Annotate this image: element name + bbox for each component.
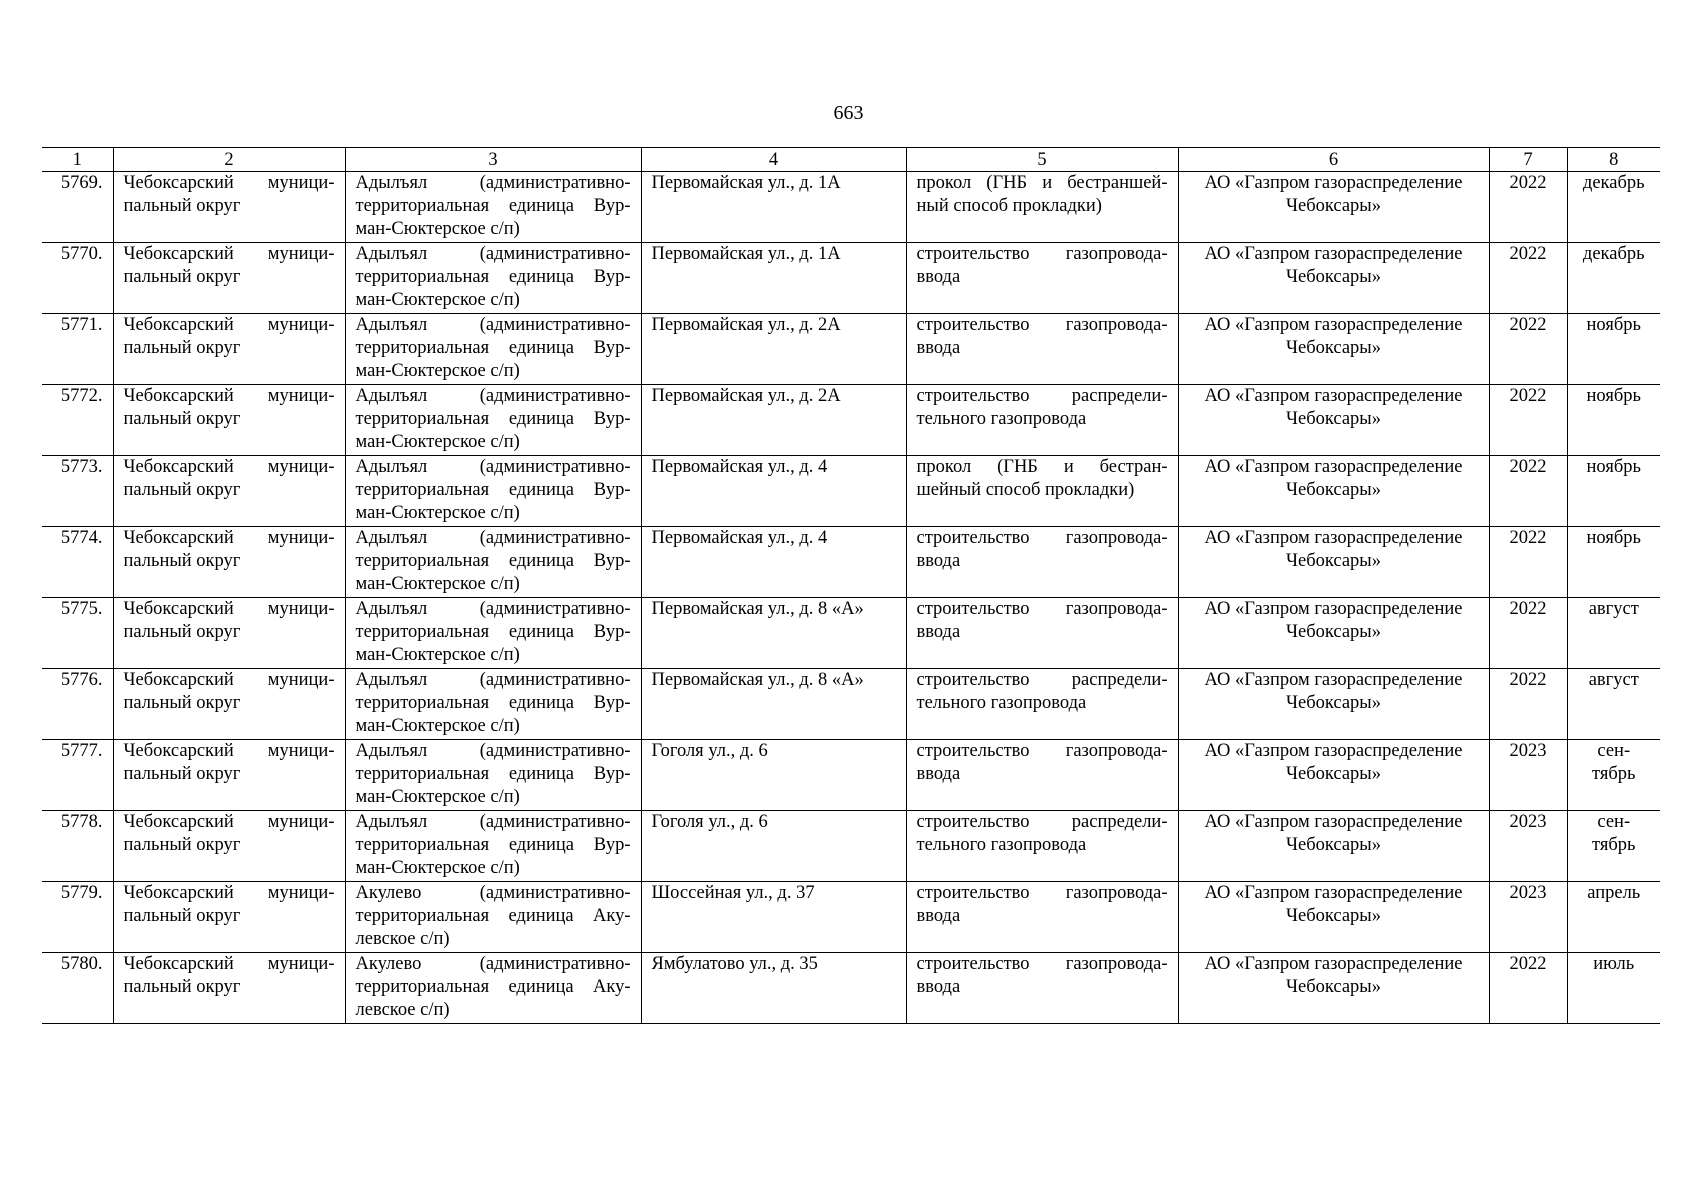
month-cell: сен-тябрь <box>1567 740 1660 811</box>
year-cell: 2022 <box>1489 314 1567 385</box>
district-cell: Чебоксарский муници-пальный округ <box>113 314 345 385</box>
row-number: 5769. <box>42 172 113 243</box>
organization-cell: АО «Газпром газораспределение Чебоксары» <box>1178 811 1489 882</box>
address-cell: Ямбулатово ул., д. 35 <box>641 953 906 1024</box>
locality-cell: Адылъял (административно-территориальная единица Вур-ман-Сюктерское с/п) <box>345 740 641 811</box>
locality-cell: Акулево (административно-территориальная единица Аку-левское с/п) <box>345 882 641 953</box>
district-cell: Чебоксарский муници-пальный округ <box>113 882 345 953</box>
table-row <box>42 314 1660 385</box>
table-row <box>42 669 1660 740</box>
address-cell: Гоголя ул., д. 6 <box>641 811 906 882</box>
work-type-cell: прокол (ГНБ и бестраншей-ный способ прокладки) <box>906 172 1178 243</box>
district-cell: Чебоксарский муници-пальный округ <box>113 811 345 882</box>
address-cell: Шоссейная ул., д. 37 <box>641 882 906 953</box>
organization-cell: АО «Газпром газораспределение Чебоксары» <box>1178 527 1489 598</box>
organization-cell: АО «Газпром газораспределение Чебоксары» <box>1178 882 1489 953</box>
work-type-cell: строительство газопровода-ввода <box>906 527 1178 598</box>
year-cell: 2023 <box>1489 811 1567 882</box>
year-cell: 2022 <box>1489 456 1567 527</box>
month-cell: декабрь <box>1567 243 1660 314</box>
district-cell: Чебоксарский муници-пальный округ <box>113 172 345 243</box>
locality-cell: Адылъял (административно-территориальная единица Вур-ман-Сюктерское с/п) <box>345 314 641 385</box>
work-type-cell: строительство газопровода-ввода <box>906 598 1178 669</box>
header-cell: 4 <box>641 148 906 172</box>
row-number: 5771. <box>42 314 113 385</box>
row-number: 5772. <box>42 385 113 456</box>
address-cell: Первомайская ул., д. 4 <box>641 527 906 598</box>
locality-cell: Адылъял (административно-территориальная единица Вур-ман-Сюктерское с/п) <box>345 243 641 314</box>
locality-cell: Адылъял (административно-территориальная единица Вур-ман-Сюктерское с/п) <box>345 385 641 456</box>
month-cell: декабрь <box>1567 172 1660 243</box>
locality-cell: Адылъял (административно-территориальная единица Вур-ман-Сюктерское с/п) <box>345 172 641 243</box>
row-number: 5776. <box>42 669 113 740</box>
table-row <box>42 385 1660 456</box>
district-cell: Чебоксарский муници-пальный округ <box>113 243 345 314</box>
row-number: 5778. <box>42 811 113 882</box>
district-cell: Чебоксарский муници-пальный округ <box>113 669 345 740</box>
year-cell: 2022 <box>1489 243 1567 314</box>
year-cell: 2023 <box>1489 882 1567 953</box>
organization-cell: АО «Газпром газораспределение Чебоксары» <box>1178 669 1489 740</box>
page-number: 663 <box>833 102 864 124</box>
address-cell: Первомайская ул., д. 8 «А» <box>641 669 906 740</box>
district-cell: Чебоксарский муници-пальный округ <box>113 385 345 456</box>
work-type-cell: строительство распредели-тельного газопровода <box>906 669 1178 740</box>
year-cell: 2022 <box>1489 527 1567 598</box>
header-cell: 6 <box>1178 148 1489 172</box>
header-row <box>42 148 1660 172</box>
organization-cell: АО «Газпром газораспределение Чебоксары» <box>1178 385 1489 456</box>
row-number: 5780. <box>42 953 113 1024</box>
work-type-cell: строительство газопровода-ввода <box>906 243 1178 314</box>
locality-cell: Адылъял (административно-территориальная единица Вур-ман-Сюктерское с/п) <box>345 669 641 740</box>
header-cell: 3 <box>345 148 641 172</box>
month-cell: сен-тябрь <box>1567 811 1660 882</box>
address-cell: Первомайская ул., д. 1А <box>641 243 906 314</box>
month-cell: ноябрь <box>1567 314 1660 385</box>
table-row <box>42 953 1660 1024</box>
district-cell: Чебоксарский муници-пальный округ <box>113 598 345 669</box>
table-row <box>42 598 1660 669</box>
table-row <box>42 243 1660 314</box>
work-type-cell: строительство распредели-тельного газопровода <box>906 811 1178 882</box>
district-cell: Чебоксарский муници-пальный округ <box>113 953 345 1024</box>
month-cell: август <box>1567 669 1660 740</box>
row-number: 5774. <box>42 527 113 598</box>
organization-cell: АО «Газпром газораспределение Чебоксары» <box>1178 314 1489 385</box>
month-cell: ноябрь <box>1567 456 1660 527</box>
organization-cell: АО «Газпром газораспределение Чебоксары» <box>1178 953 1489 1024</box>
address-cell: Гоголя ул., д. 6 <box>641 740 906 811</box>
month-cell: апрель <box>1567 882 1660 953</box>
organization-cell: АО «Газпром газораспределение Чебоксары» <box>1178 456 1489 527</box>
locality-cell: Адылъял (административно-территориальная единица Вур-ман-Сюктерское с/п) <box>345 811 641 882</box>
address-cell: Первомайская ул., д. 4 <box>641 456 906 527</box>
work-type-cell: строительство газопровода-ввода <box>906 314 1178 385</box>
organization-cell: АО «Газпром газораспределение Чебоксары» <box>1178 740 1489 811</box>
locality-cell: Адылъял (административно-территориальная единица Вур-ман-Сюктерское с/п) <box>345 456 641 527</box>
header-cell: 8 <box>1567 148 1660 172</box>
header-cell: 2 <box>113 148 345 172</box>
row-number: 5773. <box>42 456 113 527</box>
district-cell: Чебоксарский муници-пальный округ <box>113 527 345 598</box>
district-cell: Чебоксарский муници-пальный округ <box>113 740 345 811</box>
row-number: 5779. <box>42 882 113 953</box>
address-cell: Первомайская ул., д. 2А <box>641 385 906 456</box>
work-type-cell: строительство газопровода-ввода <box>906 882 1178 953</box>
address-cell: Первомайская ул., д. 2А <box>641 314 906 385</box>
row-number: 5775. <box>42 598 113 669</box>
registry-table <box>42 147 1660 1024</box>
organization-cell: АО «Газпром газораспределение Чебоксары» <box>1178 243 1489 314</box>
year-cell: 2022 <box>1489 598 1567 669</box>
table-row <box>42 527 1660 598</box>
row-number: 5777. <box>42 740 113 811</box>
table-row <box>42 172 1660 243</box>
work-type-cell: строительство распредели-тельного газопровода <box>906 385 1178 456</box>
locality-cell: Акулево (административно-территориальная единица Аку-левское с/п) <box>345 953 641 1024</box>
organization-cell: АО «Газпром газораспределение Чебоксары» <box>1178 172 1489 243</box>
work-type-cell: строительство газопровода-ввода <box>906 953 1178 1024</box>
locality-cell: Адылъял (административно-территориальная единица Вур-ман-Сюктерское с/п) <box>345 527 641 598</box>
address-cell: Первомайская ул., д. 8 «А» <box>641 598 906 669</box>
header-cell: 7 <box>1489 148 1567 172</box>
header-cell: 5 <box>906 148 1178 172</box>
organization-cell: АО «Газпром газораспределение Чебоксары» <box>1178 598 1489 669</box>
table-row <box>42 882 1660 953</box>
month-cell: ноябрь <box>1567 385 1660 456</box>
year-cell: 2022 <box>1489 385 1567 456</box>
locality-cell: Адылъял (административно-территориальная единица Вур-ман-Сюктерское с/п) <box>345 598 641 669</box>
month-cell: июль <box>1567 953 1660 1024</box>
work-type-cell: строительство газопровода-ввода <box>906 740 1178 811</box>
table-row <box>42 740 1660 811</box>
year-cell: 2023 <box>1489 740 1567 811</box>
work-type-cell: прокол (ГНБ и бестран-шейный способ прокладки) <box>906 456 1178 527</box>
row-number: 5770. <box>42 243 113 314</box>
month-cell: ноябрь <box>1567 527 1660 598</box>
address-cell: Первомайская ул., д. 1А <box>641 172 906 243</box>
table-row <box>42 811 1660 882</box>
header-cell: 1 <box>42 148 113 172</box>
year-cell: 2022 <box>1489 172 1567 243</box>
year-cell: 2022 <box>1489 953 1567 1024</box>
district-cell: Чебоксарский муници-пальный округ <box>113 456 345 527</box>
year-cell: 2022 <box>1489 669 1567 740</box>
month-cell: август <box>1567 598 1660 669</box>
table-row <box>42 456 1660 527</box>
